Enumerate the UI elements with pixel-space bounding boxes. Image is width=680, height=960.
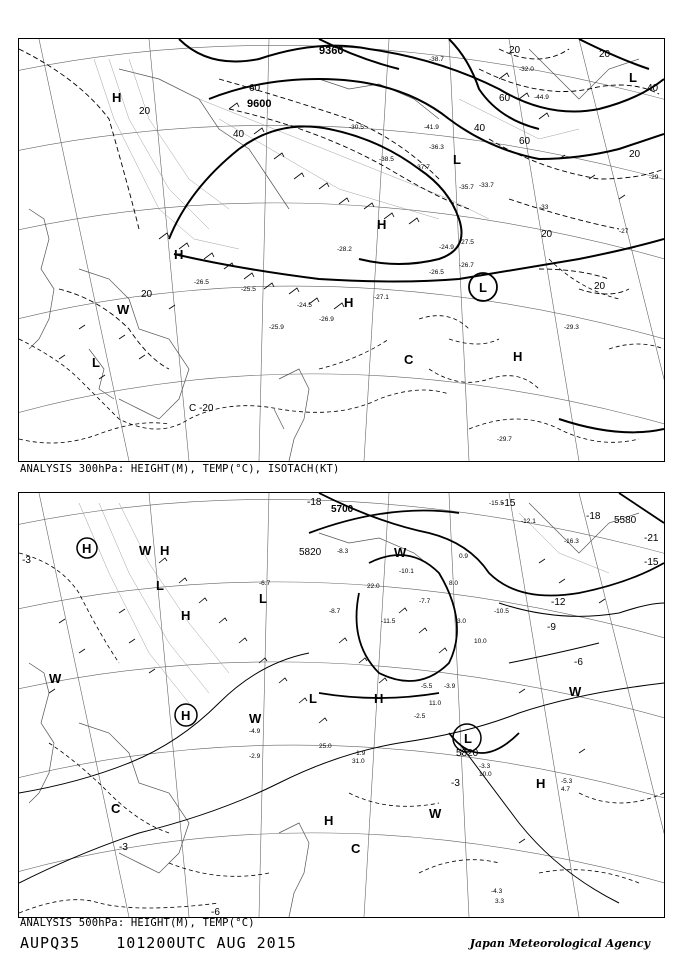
temp-value: 25.0 [319, 743, 332, 750]
temp-value: -16.3 [564, 538, 579, 545]
center-warm: W [49, 671, 62, 686]
temp-value: -2.9 [249, 753, 261, 760]
isotach-label: 20 [141, 289, 153, 300]
center-high: H [374, 691, 384, 706]
center-high: H [174, 247, 184, 262]
isotherm-label: -6 [211, 907, 220, 917]
isotach-label: 40 [233, 129, 245, 140]
temp-value: 11.0 [429, 700, 442, 707]
isotherm-label: -3 [119, 842, 128, 853]
coastlines [29, 49, 639, 461]
temp-value: -26.5 [194, 279, 209, 286]
temp-value: -7.7 [419, 598, 431, 605]
temp-value: 10.0 [479, 771, 492, 778]
temp-value: -24.5 [297, 302, 312, 309]
temp-value: -27.5 [459, 239, 474, 246]
center-warm: W [249, 711, 262, 726]
temp-value: -27.1 [374, 294, 389, 301]
center-warm: W [569, 684, 582, 699]
isotherm-label: -15 [501, 498, 516, 509]
temp-value: -37.7 [415, 164, 430, 171]
isotherm-label: -21 [644, 533, 659, 544]
isotherm-label: -3 [22, 555, 31, 566]
center-low: L [479, 280, 487, 295]
temp-value: -24.9 [439, 244, 454, 251]
temp-value: -4.9 [249, 728, 261, 735]
temp-value: -1.9 [354, 750, 366, 757]
temp-value: -25.9 [269, 324, 284, 331]
center-high: H [82, 541, 92, 556]
temp-value: 31.0 [352, 758, 365, 765]
center-high: H [344, 295, 354, 310]
temp-value: -11.5 [381, 618, 396, 625]
height-label-5580: 5580 [614, 515, 637, 526]
temp-value: -8.7 [329, 608, 341, 615]
temp-value: -4.3 [491, 888, 503, 895]
isotach-label: 60 [519, 136, 531, 147]
center-warm: W [117, 302, 130, 317]
temp-value: -29.3 [564, 324, 579, 331]
center-high: H [181, 608, 191, 623]
center-warm: W [429, 806, 442, 821]
height-contours [309, 493, 664, 753]
agency-name: Japan Meteorological Agency [469, 937, 650, 950]
center-low: L [259, 591, 267, 606]
isotherm-label: -15 [644, 557, 659, 568]
temp-value: -41.9 [424, 124, 439, 131]
isotach-label: 20 [509, 45, 521, 56]
center-low: L [464, 731, 472, 746]
caption-500hpa: ANALYSIS 500hPa: HEIGHT(M), TEMP(°C) [20, 917, 255, 929]
isotach-label: 20 [594, 281, 606, 292]
product-code: AUPQ35 [20, 934, 81, 952]
temp-value: -5.5 [421, 683, 433, 690]
temp-value: -10.5 [494, 608, 509, 615]
chart-500hpa [18, 492, 665, 918]
temp-value: -35.7 [459, 184, 474, 191]
temp-value: -15.5 [489, 500, 504, 507]
chart-300hpa [18, 38, 665, 462]
temp-value: 3.0 [457, 618, 467, 625]
temp-value: -38.5 [379, 156, 394, 163]
temp-value: 10.0 [474, 638, 487, 645]
temp-value: -30.5 [349, 124, 364, 131]
graticule [19, 493, 664, 917]
temp-value: -26.7 [459, 262, 474, 269]
isotherm-label: -12 [551, 597, 566, 608]
temp-value: -3.3 [479, 763, 491, 770]
center-high: H [112, 90, 122, 105]
hatching [79, 503, 609, 703]
temp-value: -38.7 [429, 56, 444, 63]
isotach-label: 20 [541, 229, 553, 240]
height-contours [169, 39, 664, 432]
temperature-values-500 [249, 500, 579, 905]
temp-value: -6.7 [259, 580, 271, 587]
height-label-5820: 5820 [299, 547, 322, 558]
product-header [20, 934, 323, 952]
isotherm-label: -18 [307, 497, 322, 508]
wind-barbs [49, 558, 605, 843]
temp-value: -5.3 [561, 778, 573, 785]
center-cold: C [351, 841, 361, 856]
temp-value: -33.7 [479, 182, 494, 189]
temp-value: -32.0 [519, 66, 534, 73]
isotherm-label: -18 [586, 511, 601, 522]
temp-value: -44.9 [534, 94, 549, 101]
center-low: L [629, 70, 637, 85]
height-label-5820: 5820 [456, 748, 479, 759]
temp-value: -26.5 [429, 269, 444, 276]
center-high: H [536, 776, 546, 791]
isotach-label: 20 [629, 149, 641, 160]
map-300hpa [19, 39, 664, 461]
temp-value: -25.5 [241, 286, 256, 293]
center-high: H [513, 349, 523, 364]
center-high: H [160, 543, 170, 558]
center-warm: W [139, 543, 152, 558]
isotach-hatching [94, 59, 579, 249]
center-high: H [181, 708, 191, 723]
temp-value: -28.2 [337, 246, 352, 253]
center-low: L [92, 355, 100, 370]
temp-value: -33 [539, 204, 549, 211]
valid-time: 101200UTC AUG 2015 [116, 934, 297, 952]
isotherms [19, 259, 664, 443]
isotach-label: 40 [474, 123, 486, 134]
center-high: H [377, 217, 387, 232]
caption-300hpa: ANALYSIS 300hPa: HEIGHT(M), TEMP(°C), ISOTACH(KT) [20, 463, 340, 475]
temp-value: -27 [619, 228, 629, 235]
isotach-label: 20 [139, 106, 151, 117]
map-500hpa [19, 493, 664, 917]
temp-value: 0.9 [459, 553, 469, 560]
isotach-label: 20 [599, 49, 611, 60]
temp-value: -29.7 [497, 436, 512, 443]
isotach-label: 60 [249, 83, 261, 94]
height-label-9360: 9360 [319, 45, 344, 57]
isotherm-label: C -20 [189, 403, 214, 414]
temp-value: 4.7 [561, 786, 571, 793]
coastlines [29, 503, 639, 917]
temp-value: -2.5 [414, 713, 426, 720]
temp-value: -3.9 [444, 683, 456, 690]
center-cold: C [111, 801, 121, 816]
center-low: L [156, 578, 164, 593]
isotherms-dashed [19, 553, 664, 913]
isotach-label: 60 [499, 93, 511, 104]
temp-value: -10.1 [399, 568, 414, 575]
center-cold: C [404, 352, 414, 367]
isotach-label: 40 [647, 83, 659, 94]
temp-value: 3.3 [495, 898, 505, 905]
temp-value: -26.9 [319, 316, 334, 323]
temp-value: -36.3 [429, 144, 444, 151]
temp-value: 22.0 [367, 583, 380, 590]
isotherm-label: -9 [547, 622, 556, 633]
temp-value: -29 [649, 174, 659, 181]
height-label-9600: 9600 [247, 98, 272, 110]
isotherm-label: -3 [451, 778, 460, 789]
temp-value: 8.0 [449, 580, 459, 587]
temp-value: -8.3 [337, 548, 349, 555]
center-low: L [309, 691, 317, 706]
center-high: H [324, 813, 334, 828]
center-low: L [453, 152, 461, 167]
temp-value: -12.1 [521, 518, 536, 525]
center-warm: W [394, 545, 407, 560]
isotherms-solid [19, 603, 664, 903]
height-label-5700: 5700 [331, 504, 354, 515]
isotherm-label: -6 [574, 657, 583, 668]
